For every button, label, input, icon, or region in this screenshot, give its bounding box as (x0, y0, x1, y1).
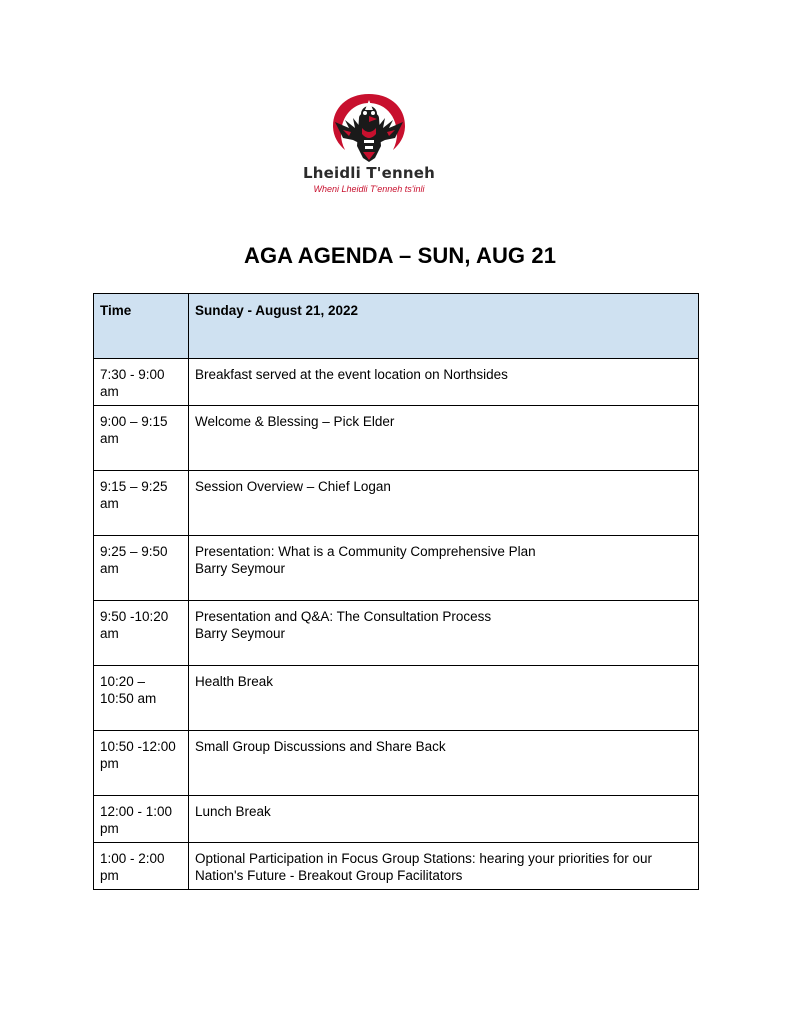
activity-line: Health Break (195, 674, 274, 689)
table-row (94, 359, 699, 406)
table-row (94, 471, 699, 536)
activity-line: Presentation and Q&A: The Consultation Process (195, 609, 492, 624)
row-time: 1:00 - 2:00 pm (94, 843, 189, 890)
table-row (94, 731, 699, 796)
logo (296, 92, 446, 202)
logo-name: Lheidli T'enneh (302, 164, 435, 182)
row-time: 12:00 - 1:00 pm (94, 796, 189, 843)
table-row (94, 601, 699, 666)
table-row (94, 796, 699, 843)
row-time: 9:50 -10:20 am (94, 601, 189, 666)
table-header-row (94, 294, 699, 359)
activity-line: Presentation: What is a Community Comprehensive Plan (195, 544, 536, 559)
row-activity (189, 731, 699, 796)
row-activity (189, 666, 699, 731)
row-time: 10:50 -12:00 pm (94, 731, 189, 796)
row-activity (189, 406, 699, 471)
page-title: AGA AGENDA – SUN, AUG 21 (243, 243, 557, 268)
row-activity (189, 359, 699, 406)
activity-line: Welcome & Blessing – Pick Elder (195, 414, 395, 429)
header-time: Time (94, 294, 189, 359)
row-time: 9:00 – 9:15 am (94, 406, 189, 471)
activity-line: Barry Seymour (195, 626, 286, 641)
header-day: Sunday - August 21, 2022 (189, 294, 699, 359)
row-time: 9:15 – 9:25 am (94, 471, 189, 536)
activity-line: Small Group Discussions and Share Back (195, 739, 446, 754)
row-time: 9:25 – 9:50 am (94, 536, 189, 601)
activity-line: Lunch Break (195, 804, 271, 819)
row-activity (189, 536, 699, 601)
logo-tagline: Wheni Lheidli T'enneh ts'inli (313, 184, 425, 194)
activity-line: Optional Participation in Focus Group Stations: hearing your priorities for our Nation's Future - Breakout Group Facilitators (195, 851, 652, 883)
row-activity (189, 796, 699, 843)
table-row (94, 666, 699, 731)
agenda-table (93, 293, 699, 890)
row-time: 7:30 - 9:00 am (94, 359, 189, 406)
row-activity (189, 471, 699, 536)
activity-line: Breakfast served at the event location on Northsides (195, 367, 508, 382)
activity-line: Barry Seymour (195, 561, 286, 576)
row-activity (189, 843, 699, 890)
table-row (94, 843, 699, 890)
row-time: 10:20 – 10:50 am (94, 666, 189, 731)
activity-line: Session Overview – Chief Logan (195, 479, 391, 494)
table-row (94, 536, 699, 601)
thunderbird-logo-icon (329, 92, 409, 164)
row-activity (189, 601, 699, 666)
table-row (94, 406, 699, 471)
